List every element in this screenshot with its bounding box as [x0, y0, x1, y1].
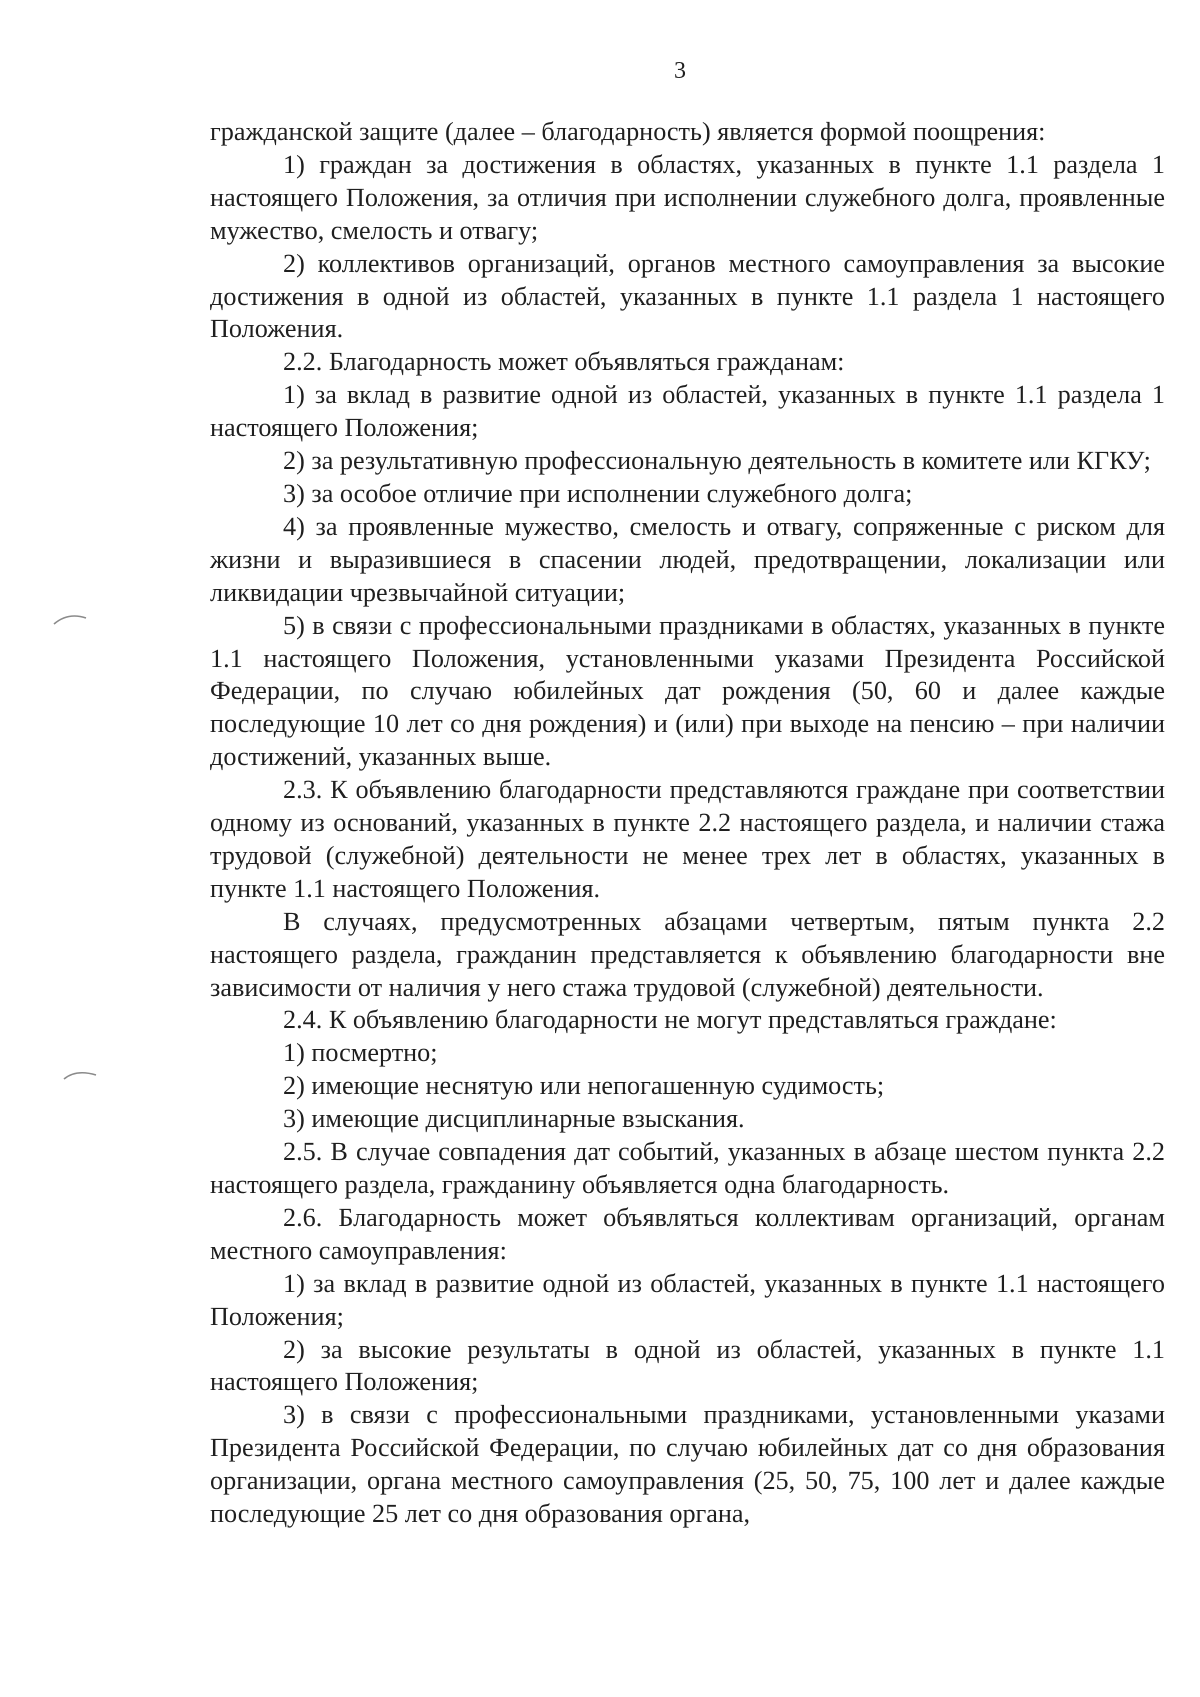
- paragraph: 2.3. К объявлению благодарности представляются граждане при соответствии одному из оснований, указанных в пункте 2.2 настоящего раздела, и наличии стажа трудовой (служебной) деятельности не менее трех лет в областях, указанных в пункте 1.1 настоящего Положения.: [210, 775, 1165, 903]
- paragraph: 2.5. В случае совпадения дат событий, указанных в абзаце шестом пункта 2.2 настоящего раздела, гражданину объявляется одна благодарность.: [210, 1137, 1165, 1199]
- paragraph: 4) за проявленные мужество, смелость и отвагу, сопряженные с риском для жизни и выразившиеся в спасении людей, предотвращении, локализации или ликвидации чрезвычайной ситуации;: [210, 511, 1165, 607]
- paragraph: 2) коллективов организаций, органов местного самоуправления за высокие достижения в одной из областей, указанных в пункте 1.1 раздела 1 настоящего Положения.: [210, 248, 1165, 344]
- paragraph: 1) посмертно;: [283, 1038, 438, 1068]
- paragraph: 2.2. Благодарность может объявляться гражданам:: [283, 347, 845, 377]
- document-body: [210, 116, 1165, 1531]
- paragraph: 1) за вклад в развитие одной из областей, указанных в пункте 1.1 настоящего Положения;: [210, 1268, 1165, 1331]
- page-number: 3: [674, 58, 686, 84]
- paragraph: 1) за вклад в развитие одной из областей, указанных в пункте 1.1 раздела 1 настоящего Положения;: [210, 380, 1165, 443]
- paragraph: 3) за особое отличие при исполнении служебного долга;: [283, 478, 913, 508]
- paragraph: гражданской защите (далее – благодарность) является формой поощрения:: [210, 117, 1046, 146]
- paragraph: 2) за высокие результаты в одной из областей, указанных в пункте 1.1 настоящего Положения;: [210, 1334, 1165, 1397]
- paragraph: 2) имеющие неснятую или непогашенную судимость;: [283, 1071, 885, 1101]
- paragraph: В случаях, предусмотренных абзацами четвертым, пятым пункта 2.2 настоящего раздела, гражданин представляется к объявлению благодарности вне зависимости от наличия у него стажа трудовой (служебной) деятельности.: [210, 906, 1165, 1002]
- paragraph: 3) имеющие дисциплинарные взыскания.: [283, 1104, 745, 1134]
- binder-hole-mark: [52, 612, 88, 626]
- paragraph: 1) граждан за достижения в областях, указанных в пункте 1.1 раздела 1 настоящего Положения, за отличия при исполнении служебного долга, проявленные мужество, смелость и отвагу;: [210, 149, 1165, 245]
- paragraph: 5) в связи с профессиональными праздниками в областях, указанных в пункте 1.1 настоящего Положения, установленными указами Президента Российской Федерации, по случаю юбилейных дат рождения (50, 60 и далее каждые последующие 10 лет со дня рождения) и (или) при выходе на пенсию – при наличии достижений, указанных выше.: [210, 610, 1165, 772]
- paragraph: 2.4. К объявлению благодарности не могут представляться граждане:: [283, 1005, 1057, 1035]
- paragraph: 2) за результативную профессиональную деятельность в комитете или КГКУ;: [283, 446, 1151, 476]
- paragraph: 2.6. Благодарность может объявляться коллективам организаций, органам местного самоуправления:: [210, 1202, 1165, 1265]
- binder-hole-mark: [62, 1068, 98, 1082]
- paragraph: 3) в связи с профессиональными праздниками, установленными указами Президента Российской Федерации, по случаю юбилейных дат со дня образования организации, органа местного самоуправления (25, 50, 75, 100 лет и далее каждые последующие 25 лет со дня образования органа,: [210, 1400, 1165, 1529]
